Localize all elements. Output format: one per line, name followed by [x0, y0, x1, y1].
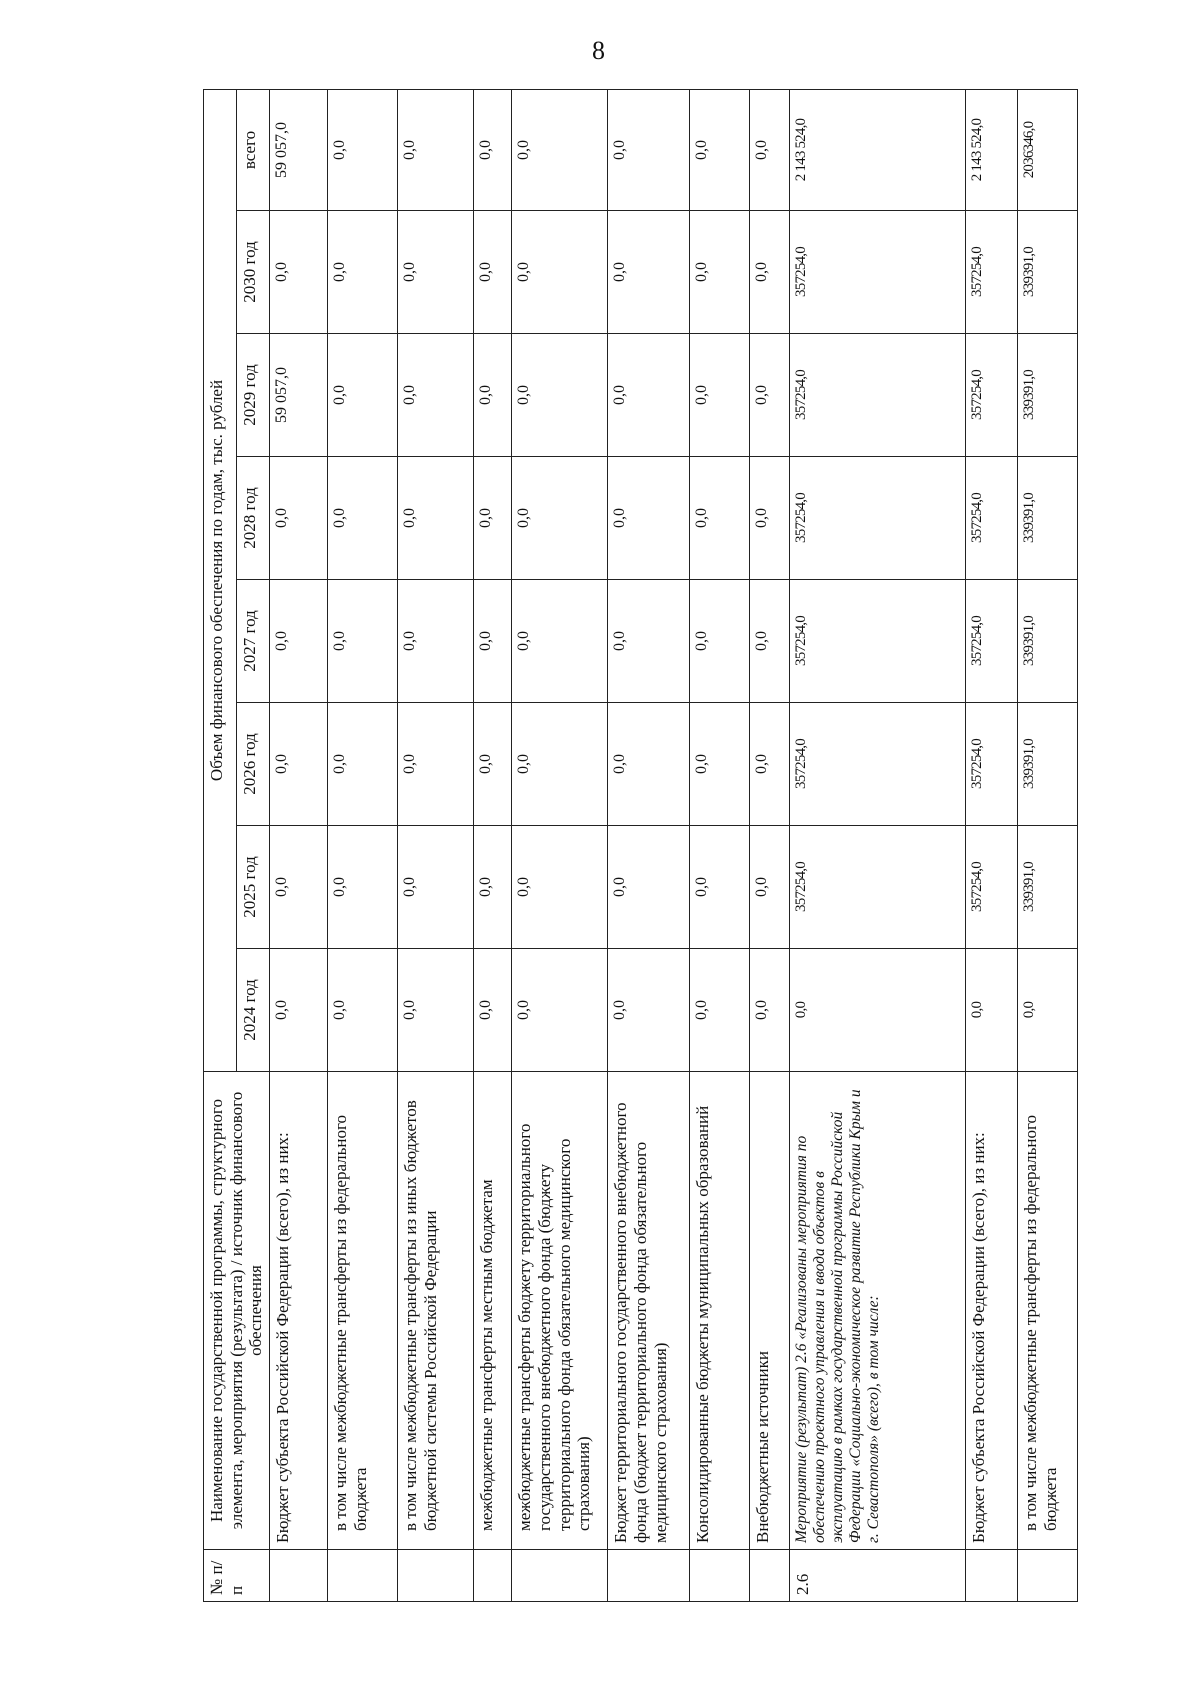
row-year-value: 0,0 [512, 826, 608, 949]
row-year-value: 0,0 [328, 580, 398, 703]
row-year-value: 0,0 [608, 580, 690, 703]
row-year-value: 357254,0 [966, 580, 1018, 703]
row-name: Внебюджетные источники [750, 1072, 790, 1550]
row-number [966, 1550, 1018, 1602]
row-year-value: 0,0 [1018, 949, 1078, 1072]
row-name: Консолидированные бюджеты муниципальных образований [690, 1072, 750, 1550]
row-year-value: 0,0 [608, 334, 690, 457]
row-name: Бюджет субъекта Российской Федерации (всего), из них: [270, 1072, 328, 1550]
row-number [608, 1550, 690, 1602]
row-year-value: 357254,0 [966, 211, 1018, 334]
row-year-value: 357254,0 [790, 211, 966, 334]
row-year-value: 339391,0 [1018, 703, 1078, 826]
row-year-value: 339391,0 [1018, 826, 1078, 949]
table-row [750, 89, 790, 1601]
row-year-value: 357254,0 [966, 703, 1018, 826]
table-row [398, 89, 474, 1601]
row-year-value: 0,0 [750, 703, 790, 826]
row-year-value: 0,0 [328, 826, 398, 949]
header-year: 2028 год [237, 457, 270, 580]
row-year-value: 0,0 [750, 334, 790, 457]
row-year-value: 357254,0 [966, 826, 1018, 949]
table-row [966, 89, 1018, 1601]
row-number [1018, 1550, 1078, 1602]
row-total-value: 2 143 524,0 [966, 89, 1018, 210]
row-year-value: 0,0 [690, 580, 750, 703]
table-body [270, 89, 1078, 1601]
table-row [690, 89, 750, 1601]
row-name: межбюджетные трансферты бюджету территориального государственного внебюджетного фонда (бюджету территориального фонда обязательного медицинского страхования) [512, 1072, 608, 1550]
row-year-value: 0,0 [966, 949, 1018, 1072]
table-row [790, 89, 966, 1601]
header-number: № п/п [204, 1550, 270, 1602]
row-year-value: 0,0 [398, 211, 474, 334]
row-total-value: 0,0 [690, 89, 750, 210]
row-number [328, 1550, 398, 1602]
row-number [690, 1550, 750, 1602]
row-year-value: 0,0 [474, 949, 512, 1072]
header-name: Наименование государственной программы, структурного элемента, мероприятия (результата) / источник финансового обеспечения [204, 1072, 270, 1550]
row-year-value: 0,0 [690, 703, 750, 826]
row-total-value: 2036346,0 [1018, 89, 1078, 210]
header-year: 2030 год [237, 211, 270, 334]
row-year-value: 0,0 [398, 703, 474, 826]
row-year-value: 339391,0 [1018, 334, 1078, 457]
row-year-value: 0,0 [750, 457, 790, 580]
row-year-value: 0,0 [270, 580, 328, 703]
table-row [512, 89, 608, 1601]
table-row [474, 89, 512, 1601]
row-year-value: 0,0 [474, 826, 512, 949]
header-volume: Объем финансового обеспечения по годам, тыс. рублей [204, 89, 237, 1071]
row-year-value: 0,0 [690, 457, 750, 580]
table-row [1018, 89, 1078, 1601]
row-year-value: 0,0 [608, 703, 690, 826]
row-year-value: 0,0 [608, 949, 690, 1072]
table-row [608, 89, 690, 1601]
row-total-value: 0,0 [750, 89, 790, 210]
row-year-value: 0,0 [608, 826, 690, 949]
row-year-value: 0,0 [328, 703, 398, 826]
row-year-value: 357254,0 [790, 334, 966, 457]
row-name: межбюджетные трансферты местным бюджетам [474, 1072, 512, 1550]
financing-table [203, 89, 1078, 1602]
row-year-value: 357254,0 [790, 826, 966, 949]
page-number: 8 [592, 36, 605, 65]
row-year-value: 357254,0 [790, 580, 966, 703]
row-year-value: 339391,0 [1018, 580, 1078, 703]
table-row [270, 89, 328, 1601]
row-year-value: 0,0 [750, 580, 790, 703]
row-number [474, 1550, 512, 1602]
row-year-value: 357254,0 [790, 457, 966, 580]
header-row-top [204, 89, 237, 1601]
row-year-value: 339391,0 [1018, 211, 1078, 334]
row-total-value: 0,0 [328, 89, 398, 210]
row-total-value: 59 057,0 [270, 89, 328, 210]
row-year-value: 0,0 [398, 334, 474, 457]
row-total-value: 2 143 524,0 [790, 89, 966, 210]
row-year-value: 0,0 [474, 457, 512, 580]
row-year-value: 0,0 [328, 211, 398, 334]
row-year-value: 0,0 [690, 211, 750, 334]
row-year-value: 0,0 [398, 580, 474, 703]
row-year-value: 0,0 [474, 211, 512, 334]
row-year-value: 0,0 [750, 211, 790, 334]
row-year-value: 0,0 [512, 703, 608, 826]
header-year: 2026 год [237, 703, 270, 826]
row-number [512, 1550, 608, 1602]
row-year-value: 0,0 [328, 334, 398, 457]
row-year-value: 339391,0 [1018, 457, 1078, 580]
row-year-value: 0,0 [474, 334, 512, 457]
row-year-value: 0,0 [512, 580, 608, 703]
row-year-value: 0,0 [398, 457, 474, 580]
row-year-value: 0,0 [270, 457, 328, 580]
row-year-value: 0,0 [790, 949, 966, 1072]
row-year-value: 357254,0 [966, 457, 1018, 580]
row-year-value: 0,0 [608, 211, 690, 334]
row-name: в том числе межбюджетные трансферты из иных бюджетов бюджетной системы Российской Федерации [398, 1072, 474, 1550]
row-year-value: 0,0 [690, 949, 750, 1072]
table-row [328, 89, 398, 1601]
row-total-value: 0,0 [474, 89, 512, 210]
header-total: всего [237, 89, 270, 210]
row-number [270, 1550, 328, 1602]
row-year-value: 0,0 [750, 949, 790, 1072]
row-year-value: 0,0 [328, 457, 398, 580]
rotated-table-wrapper [203, 90, 1123, 1602]
row-name: в том числе межбюджетные трансферты из федерального бюджета [1018, 1072, 1078, 1550]
row-number [398, 1550, 474, 1602]
row-total-value: 0,0 [398, 89, 474, 210]
row-year-value: 0,0 [512, 949, 608, 1072]
row-total-value: 0,0 [512, 89, 608, 210]
header-year: 2025 год [237, 826, 270, 949]
row-name: Мероприятие (результат) 2.6 «Реализованы мероприятия по обеспечению проектного управления и ввода объектов в эксплуатацию в рамках государственной программы Российской Федерации «Социально-экономическое развитие Республики Крым и г. Севастополя» (всего), в том числе: [790, 1072, 966, 1550]
row-name: Бюджет территориального государственного внебюджетного фонда (бюджет территориального фонда обязательного медицинского страхования) [608, 1072, 690, 1550]
header-year: 2029 год [237, 334, 270, 457]
row-year-value: 357254,0 [966, 334, 1018, 457]
row-year-value: 0,0 [398, 949, 474, 1072]
row-year-value: 59 057,0 [270, 334, 328, 457]
row-year-value: 0,0 [512, 457, 608, 580]
row-year-value: 0,0 [270, 211, 328, 334]
row-year-value: 0,0 [328, 949, 398, 1072]
row-number: 2.6 [790, 1550, 966, 1602]
row-year-value: 0,0 [512, 334, 608, 457]
row-year-value: 0,0 [608, 457, 690, 580]
row-year-value: 0,0 [474, 580, 512, 703]
row-name: в том числе межбюджетные трансферты из федерального бюджета [328, 1072, 398, 1550]
row-year-value: 0,0 [398, 826, 474, 949]
row-number [750, 1550, 790, 1602]
row-year-value: 357254,0 [790, 703, 966, 826]
row-year-value: 0,0 [512, 211, 608, 334]
row-name: Бюджет субъекта Российской Федерации (всего), из них: [966, 1072, 1018, 1550]
row-year-value: 0,0 [474, 703, 512, 826]
row-year-value: 0,0 [270, 826, 328, 949]
row-year-value: 0,0 [750, 826, 790, 949]
header-year: 2024 год [237, 949, 270, 1072]
row-year-value: 0,0 [690, 334, 750, 457]
row-year-value: 0,0 [690, 826, 750, 949]
row-year-value: 0,0 [270, 949, 328, 1072]
header-year: 2027 год [237, 580, 270, 703]
row-year-value: 0,0 [270, 703, 328, 826]
row-total-value: 0,0 [608, 89, 690, 210]
